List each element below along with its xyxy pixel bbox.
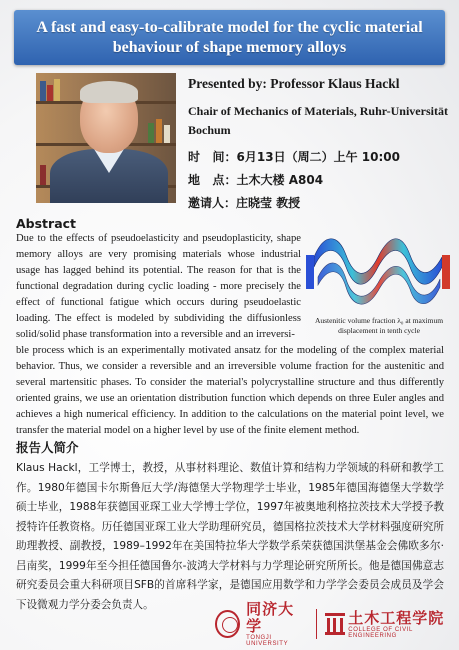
footer-divider [316, 609, 317, 639]
event-place: 地 点：土木大楼 A804 [188, 173, 324, 187]
tongji-name-en: TONGJI UNIVERSITY [246, 635, 289, 647]
presenter-affiliation: Chair of Mechanics of Materials, Ruhr-Universität Bochum [188, 104, 448, 137]
speaker-photo [36, 73, 176, 203]
college-logo [348, 610, 450, 639]
college-name-cn: 土木工程学院 [348, 608, 445, 627]
title-banner [14, 10, 445, 65]
event-host: 邀请人：庄晓莹 教授 [188, 196, 301, 210]
event-time: 时 间：6月13日（周二）上午 10:00 [188, 150, 400, 164]
tongji-logo [246, 601, 308, 647]
college-emblem-icon [325, 613, 343, 635]
footer-logos [215, 600, 450, 647]
abstract-heading: Abstract [16, 216, 77, 231]
event-info [188, 146, 400, 215]
college-name-en: COLLEGE OF CIVIL ENGINEERING [348, 626, 413, 639]
tongji-seal-icon [215, 610, 240, 638]
figure-caption: Austenitic volume fraction λ₀ at maximum displacement in tenth cycle [314, 316, 444, 335]
presenter-block [188, 76, 450, 140]
bio-heading: 报告人简介 [16, 440, 79, 455]
abstract-text-narrow: Due to the effects of pseudoelasticity and pseudoplasticity, shape memory alloys are very promising materials whose industrial usage has lagged behind its potential. The reason for that is the functional degradation during cyclic loading - more precisely the effect of functional fatigue which occurs during pseudoelastic loading. The effect is modeled by subdividing the diffusionless solid/solid phase transformation into a reversible and an irreversi- [16, 233, 301, 340]
talk-title: A fast and easy-to-calibrate model for the cyclic material behaviour of shape memory alloys [36, 18, 423, 56]
sma-spring-figure [304, 227, 452, 312]
tongji-name-cn: 同济大学 [246, 600, 295, 635]
presenter-name: Presented by: Professor Klaus Hackl [188, 76, 400, 91]
abstract-text-wide: ble process which is an experimentally motivated ansatz for the modeling of the complex material behavior. Thus, we consider a reversible and an irreversible volume fraction for the austenitic and several martensitic phases. To consider the material's polycrystalline structure and thus differently oriented grains, we use an orientation distribution function which depends on three Euler angles and achieves a high numerical efficiency. In addition to the calculations on the material point level, we transfer the material model on a higher level by use of the finite element method. [16, 345, 444, 436]
bio-text: Klaus Hackl，工学博士，教授，从事材料理论、数值计算和结构力学领域的科研和教学工作。1980年德国卡尔斯鲁厄大学/海德堡大学物理学士毕业，1985年德国海德堡大学数学硕士毕业，1988年获德国亚琛工业大学博士学位，1997年被奥地利格拉茨技术大学授予教授特许任教资格。历任德国亚琛工业大学助理研究员，德国格拉茨技术大学材料强度研究所助理教授、副教授，1989–1992年在美国特拉华大学数学系荣获德国洪堡基金会佛欧多尔·吕南奖，1999年至今担任德国鲁尔-波鸿大学材料与力学理论研究所所长。他是德国佛意志研究委员会重大科研项目SFB的首席科学家，是德国应用数学和力学学会委员会成员及学会下设微观力学分委会负责人。 [16, 462, 444, 611]
